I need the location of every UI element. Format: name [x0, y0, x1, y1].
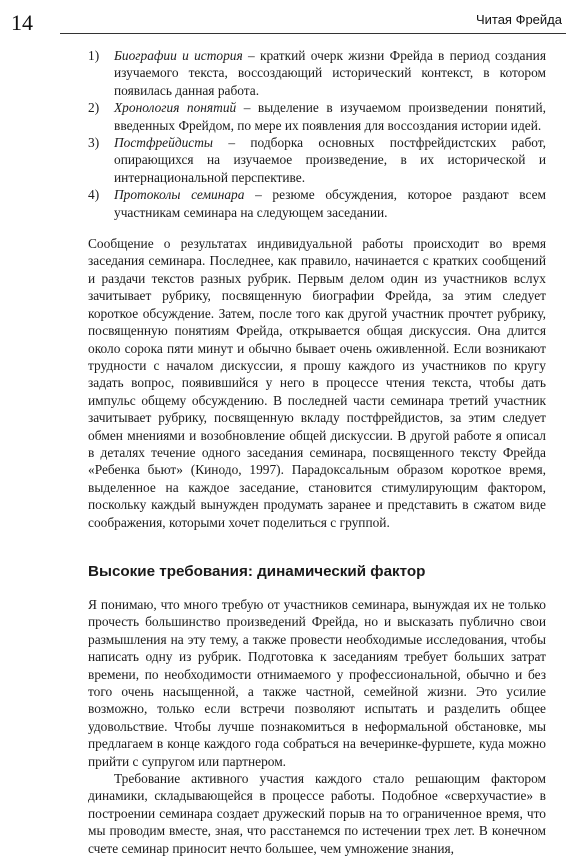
rubric-number: 2): [88, 100, 100, 116]
paragraph-demands: Я понимаю, что много требую от участников семинара, вынуждая их не только прочесть большинство произведений Фрейда, но и высказать публично свои размышления на эту тему, а также провести необходимые исследования, чтобы написать одну из рубрик. Подготовка к заседаниям требует больших затрат времени, по необходимости отнимаемого у профессиональной, обычно и без того очень насыщенной, а также частной, семейной жизни. Это усилие возможно, только если встречи позволяют испытать и разделить общее удовольствие. Чтобы лучше познакомиться в неформальной обстановке, мы предлагаем в конце каждого года собраться на вечеринке-фуршете, куда можно прийти с супругом или партнером.: [88, 596, 546, 769]
rubric-term: Постфрейдисты: [114, 135, 213, 151]
rubric-item-postfreudians: [88, 134, 546, 186]
rubric-number: 1): [88, 48, 100, 63]
section-heading: Высокие требования: динамический фактор: [88, 562, 426, 580]
header-rule: [60, 33, 566, 34]
rubric-number: 3): [88, 135, 100, 151]
rubric-term: Протоколы семинара: [114, 187, 245, 203]
page-number: 14: [11, 10, 33, 35]
rubric-description: – подборка основных постфрейдистских работ, опирающихся на изучаемое произведение, в их исторической и интернациональной перспективе.: [114, 135, 546, 185]
rubric-item-protocols: [88, 186, 546, 221]
rubric-description: – выделение в изучаемом произведении понятий, введенных Фрейдом, по мере их появления для воссоздания истории идей.: [114, 100, 546, 133]
page-body: [88, 47, 546, 857]
paragraph-seminar-process: Сообщение о результатах индивидуальной работы происходит во время заседания семинара. Последнее, как правило, начинается с кратких сообщений и раздачи текстов разных рубрик. Первым делом один из участников вслух зачитывает рубрику, посвященную биографии Фрейда, за этим следует короткое обсуждение. Затем, после того как другой участник прочтет рубрику, посвященную понятиям Фрейда, открывается общая дискуссия. Она длится около сорока пяти минут и обычно бывает очень оживленной. Если возникают трудности с началом дискуссии, я прошу каждого из участников по кругу задать вопрос, появившийся у него в процессе чтения текста, чтобы дать импульс общему обсуждению. В последней части семинара третий участник зачитывает рубрику, посвященную вкладу постфрейдистов, за этим следует обмен мнениями и возобновление общей дискуссии. В другой работе я описал в деталях течение одного заседания семинара, посвященного тексту Фрейда «Ребенка бьют» (Кинодо, 1997). Парадоксальным образом короткое время, выделенное на каждое заседание, становится стимулирующим фактором, поскольку каждый вынужден продумать заранее и представить в сжатом виде соображения, которыми хочет поделиться с группой.: [88, 236, 546, 530]
rubric-description: – краткий очерк жизни Фрейда в период создания изучаемого текста, воссоздающий исторический контекст, в котором появилась данная работа.: [114, 48, 546, 98]
page-header: [0, 0, 580, 44]
running-title: Читая Фрейда: [475, 12, 562, 27]
rubric-term: Биографии и история: [114, 48, 243, 63]
rubric-list: [88, 47, 546, 221]
rubric-term: Хронология понятий: [114, 100, 237, 116]
rubric-item-chronology: [88, 99, 546, 134]
rubric-number: 4): [88, 187, 100, 203]
paragraph-active-participation: Требование активного участия каждого стало решающим фактором динамики, складывающейся в процессе работы. Подобное «сверхучастие» в построении семинара создает дружеский порыв на то ограниченное время, что мы проводим вместе, зная, что расстанемся по истечении трех лет. В конечном счете семинар приносит нечто большее, чем умножение знания,: [88, 771, 546, 856]
rubric-item-biographies: [88, 47, 546, 99]
rubric-description: – резюме обсуждения, которое раздают всем участникам семинара на следующем заседании.: [114, 187, 546, 220]
